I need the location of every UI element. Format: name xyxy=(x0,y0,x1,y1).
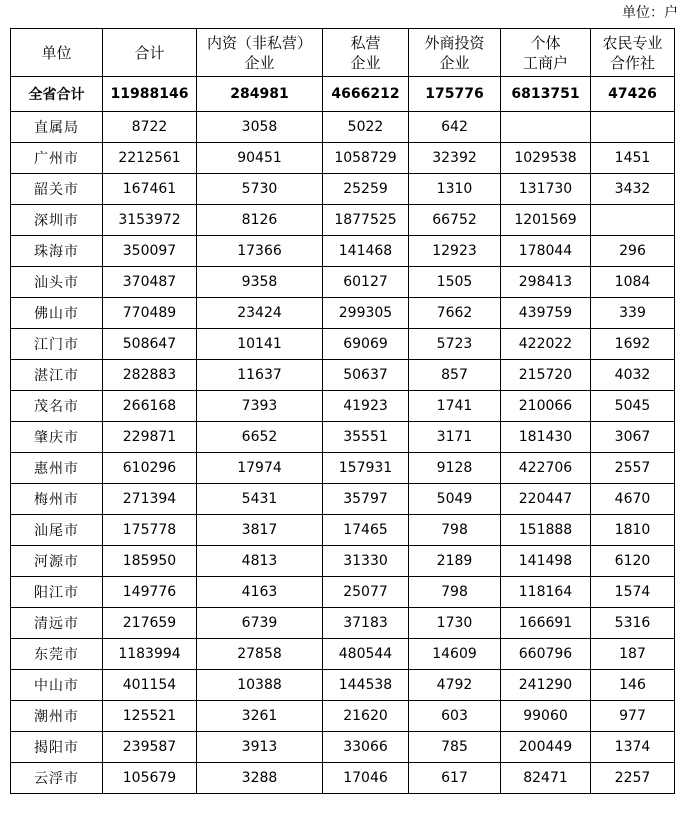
table-cell: 1741 xyxy=(409,391,501,422)
table-cell: 50637 xyxy=(323,360,409,391)
table-cell: 25077 xyxy=(323,577,409,608)
table-cell: 6652 xyxy=(197,422,323,453)
table-cell: 785 xyxy=(409,732,501,763)
table-cell: 166691 xyxy=(501,608,591,639)
table-cell: 770489 xyxy=(103,298,197,329)
table-cell: 4032 xyxy=(591,360,675,391)
row-label: 清远市 xyxy=(11,608,103,639)
table-cell: 185950 xyxy=(103,546,197,577)
row-label: 梅州市 xyxy=(11,484,103,515)
table-cell: 181430 xyxy=(501,422,591,453)
header-cooperative: 农民专业 合作社 xyxy=(591,29,675,77)
table-cell: 17974 xyxy=(197,453,323,484)
table-cell: 5316 xyxy=(591,608,675,639)
table-cell: 4163 xyxy=(197,577,323,608)
table-cell: 1058729 xyxy=(323,143,409,174)
table-row xyxy=(11,701,675,732)
table-cell: 1877525 xyxy=(323,205,409,236)
row-label: 广州市 xyxy=(11,143,103,174)
row-label: 汕尾市 xyxy=(11,515,103,546)
row-label: 江门市 xyxy=(11,329,103,360)
header-domestic: 内资（非私营） 企业 xyxy=(197,29,323,77)
table-cell: 178044 xyxy=(501,236,591,267)
table-cell: 10388 xyxy=(197,670,323,701)
table-row xyxy=(11,298,675,329)
table-cell: 241290 xyxy=(501,670,591,701)
table-row xyxy=(11,732,675,763)
table-cell: 798 xyxy=(409,577,501,608)
table-cell: 5049 xyxy=(409,484,501,515)
table-cell: 21620 xyxy=(323,701,409,732)
table-row xyxy=(11,546,675,577)
table-cell: 298413 xyxy=(501,267,591,298)
table-cell: 282883 xyxy=(103,360,197,391)
table-cell: 3261 xyxy=(197,701,323,732)
table-cell: 1505 xyxy=(409,267,501,298)
table-cell: 4670 xyxy=(591,484,675,515)
table-cell: 35551 xyxy=(323,422,409,453)
table-cell: 175778 xyxy=(103,515,197,546)
table-cell: 14609 xyxy=(409,639,501,670)
table-cell xyxy=(501,112,591,143)
table-cell: 350097 xyxy=(103,236,197,267)
table-cell: 82471 xyxy=(501,763,591,794)
table-row xyxy=(11,670,675,701)
row-label: 汕头市 xyxy=(11,267,103,298)
table-cell: 439759 xyxy=(501,298,591,329)
table-cell: 200449 xyxy=(501,732,591,763)
table-cell: 144538 xyxy=(323,670,409,701)
header-individual: 个体 工商户 xyxy=(501,29,591,77)
table-cell: 60127 xyxy=(323,267,409,298)
table-cell: 296 xyxy=(591,236,675,267)
table-cell: 480544 xyxy=(323,639,409,670)
table-cell: 146 xyxy=(591,670,675,701)
table-cell: 3288 xyxy=(197,763,323,794)
row-label: 揭阳市 xyxy=(11,732,103,763)
table-cell: 229871 xyxy=(103,422,197,453)
table-row xyxy=(11,484,675,515)
table-cell: 7662 xyxy=(409,298,501,329)
table-cell: 9358 xyxy=(197,267,323,298)
table-cell: 1310 xyxy=(409,174,501,205)
table-cell: 8722 xyxy=(103,112,197,143)
table-cell: 90451 xyxy=(197,143,323,174)
table-cell: 5045 xyxy=(591,391,675,422)
table-cell: 33066 xyxy=(323,732,409,763)
table-cell: 8126 xyxy=(197,205,323,236)
table-cell: 642 xyxy=(409,112,501,143)
table-cell: 1029538 xyxy=(501,143,591,174)
table-cell: 1810 xyxy=(591,515,675,546)
table-cell: 11988146 xyxy=(103,77,197,112)
row-label: 中山市 xyxy=(11,670,103,701)
row-label: 肇庆市 xyxy=(11,422,103,453)
table-row xyxy=(11,236,675,267)
table-cell: 35797 xyxy=(323,484,409,515)
table-cell: 1451 xyxy=(591,143,675,174)
table-cell: 6120 xyxy=(591,546,675,577)
table-row xyxy=(11,174,675,205)
row-label: 深圳市 xyxy=(11,205,103,236)
table-row xyxy=(11,329,675,360)
total-row xyxy=(11,77,675,112)
table-cell: 1574 xyxy=(591,577,675,608)
table-cell: 4792 xyxy=(409,670,501,701)
table-cell: 1730 xyxy=(409,608,501,639)
table-cell: 798 xyxy=(409,515,501,546)
table-cell: 149776 xyxy=(103,577,197,608)
table-row xyxy=(11,112,675,143)
table-cell: 2557 xyxy=(591,453,675,484)
header-foreign: 外商投资 企业 xyxy=(409,29,501,77)
table-cell: 603 xyxy=(409,701,501,732)
table-cell: 12923 xyxy=(409,236,501,267)
table-cell: 2257 xyxy=(591,763,675,794)
table-cell: 37183 xyxy=(323,608,409,639)
table-cell: 2189 xyxy=(409,546,501,577)
table-cell: 977 xyxy=(591,701,675,732)
table-cell: 105679 xyxy=(103,763,197,794)
table-cell: 141498 xyxy=(501,546,591,577)
table-cell: 4813 xyxy=(197,546,323,577)
table-cell: 857 xyxy=(409,360,501,391)
table-cell: 17465 xyxy=(323,515,409,546)
table-cell: 187 xyxy=(591,639,675,670)
table-cell: 215720 xyxy=(501,360,591,391)
table-cell: 32392 xyxy=(409,143,501,174)
header-total: 合计 xyxy=(103,29,197,77)
table-row xyxy=(11,577,675,608)
table-cell: 7393 xyxy=(197,391,323,422)
table-cell: 6739 xyxy=(197,608,323,639)
row-label: 韶关市 xyxy=(11,174,103,205)
table-row xyxy=(11,360,675,391)
table-cell: 99060 xyxy=(501,701,591,732)
row-label: 直属局 xyxy=(11,112,103,143)
table-cell: 3817 xyxy=(197,515,323,546)
table-cell xyxy=(591,112,675,143)
row-label: 佛山市 xyxy=(11,298,103,329)
table-cell: 31330 xyxy=(323,546,409,577)
unit-note: 单位：户 xyxy=(622,5,678,21)
table-cell: 508647 xyxy=(103,329,197,360)
table-cell: 1374 xyxy=(591,732,675,763)
table-cell: 422706 xyxy=(501,453,591,484)
table-cell: 3432 xyxy=(591,174,675,205)
table-cell: 1692 xyxy=(591,329,675,360)
table-cell: 6813751 xyxy=(501,77,591,112)
row-label: 珠海市 xyxy=(11,236,103,267)
table-cell: 210066 xyxy=(501,391,591,422)
table-cell: 3067 xyxy=(591,422,675,453)
table-row xyxy=(11,143,675,174)
table-cell: 3171 xyxy=(409,422,501,453)
table-cell: 17046 xyxy=(323,763,409,794)
table-cell: 23424 xyxy=(197,298,323,329)
table-row xyxy=(11,453,675,484)
header-unit: 单位 xyxy=(11,29,103,77)
table-row xyxy=(11,639,675,670)
row-label: 茂名市 xyxy=(11,391,103,422)
table-cell: 5022 xyxy=(323,112,409,143)
table-cell: 10141 xyxy=(197,329,323,360)
row-label: 阳江市 xyxy=(11,577,103,608)
table-cell: 118164 xyxy=(501,577,591,608)
table-cell: 239587 xyxy=(103,732,197,763)
table-cell: 401154 xyxy=(103,670,197,701)
table-cell: 5431 xyxy=(197,484,323,515)
table-row xyxy=(11,515,675,546)
table-cell: 175776 xyxy=(409,77,501,112)
table-cell: 131730 xyxy=(501,174,591,205)
table-cell: 41923 xyxy=(323,391,409,422)
table-cell: 271394 xyxy=(103,484,197,515)
table-cell: 370487 xyxy=(103,267,197,298)
table-cell: 5723 xyxy=(409,329,501,360)
table-cell: 151888 xyxy=(501,515,591,546)
row-label: 惠州市 xyxy=(11,453,103,484)
row-label: 湛江市 xyxy=(11,360,103,391)
table-cell: 9128 xyxy=(409,453,501,484)
table-cell: 220447 xyxy=(501,484,591,515)
table-row xyxy=(11,608,675,639)
table-cell: 1084 xyxy=(591,267,675,298)
table-cell: 284981 xyxy=(197,77,323,112)
row-label: 河源市 xyxy=(11,546,103,577)
table-row xyxy=(11,763,675,794)
table-cell: 5730 xyxy=(197,174,323,205)
table-cell: 25259 xyxy=(323,174,409,205)
table-cell: 157931 xyxy=(323,453,409,484)
table-cell: 167461 xyxy=(103,174,197,205)
registration-table xyxy=(10,28,675,794)
table-cell: 47426 xyxy=(591,77,675,112)
table-cell: 660796 xyxy=(501,639,591,670)
table-cell: 2212561 xyxy=(103,143,197,174)
table-row xyxy=(11,422,675,453)
table-row xyxy=(11,391,675,422)
table-cell: 4666212 xyxy=(323,77,409,112)
table-cell: 3913 xyxy=(197,732,323,763)
table-cell: 422022 xyxy=(501,329,591,360)
table-row xyxy=(11,205,675,236)
table-cell: 17366 xyxy=(197,236,323,267)
table-cell: 266168 xyxy=(103,391,197,422)
row-label: 云浮市 xyxy=(11,763,103,794)
table-cell: 66752 xyxy=(409,205,501,236)
table-cell: 1183994 xyxy=(103,639,197,670)
table-cell: 27858 xyxy=(197,639,323,670)
header-row xyxy=(11,29,675,77)
table-cell: 141468 xyxy=(323,236,409,267)
table-cell: 11637 xyxy=(197,360,323,391)
table-row xyxy=(11,267,675,298)
table-cell xyxy=(591,205,675,236)
table-cell: 610296 xyxy=(103,453,197,484)
table-cell: 全省合计 xyxy=(11,77,103,112)
table-cell: 3153972 xyxy=(103,205,197,236)
row-label: 潮州市 xyxy=(11,701,103,732)
table-cell: 299305 xyxy=(323,298,409,329)
table-cell: 1201569 xyxy=(501,205,591,236)
row-label: 东莞市 xyxy=(11,639,103,670)
header-private: 私营 企业 xyxy=(323,29,409,77)
table-cell: 339 xyxy=(591,298,675,329)
table-cell: 617 xyxy=(409,763,501,794)
table-cell: 217659 xyxy=(103,608,197,639)
table-cell: 125521 xyxy=(103,701,197,732)
table-cell: 3058 xyxy=(197,112,323,143)
table-cell: 69069 xyxy=(323,329,409,360)
